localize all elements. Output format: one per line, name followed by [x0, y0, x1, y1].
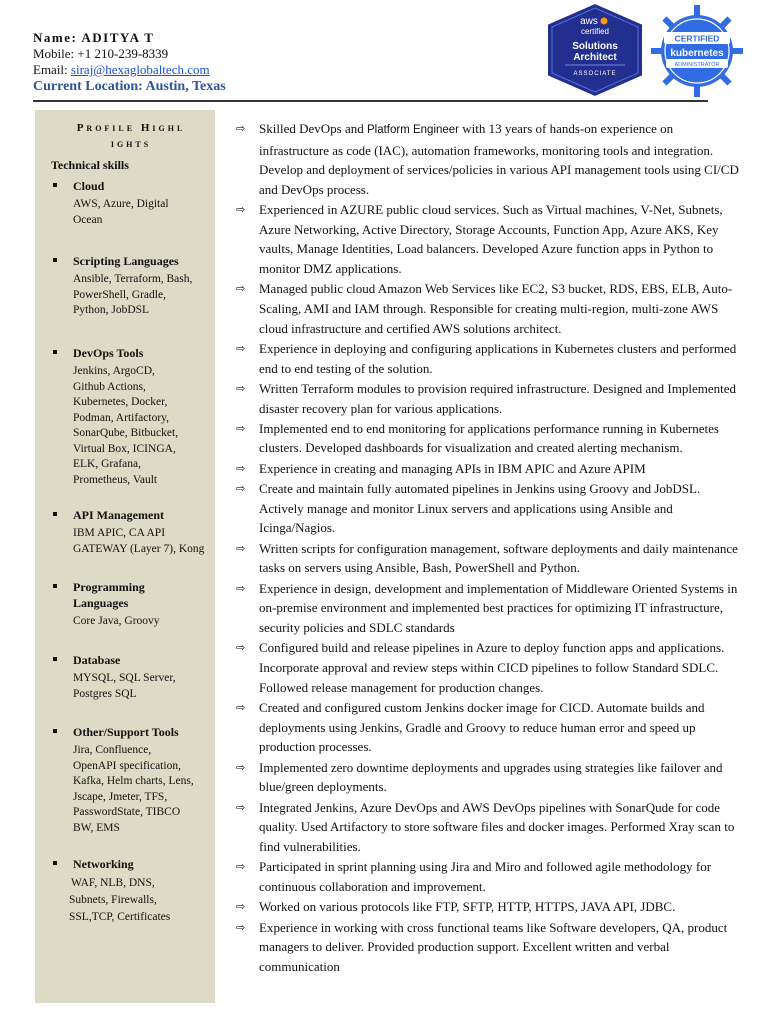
summary-bullet: [236, 758, 746, 797]
skill-item: ELK, Grafana,: [73, 458, 142, 470]
arrow-bullet-icon: ⇨: [236, 760, 246, 774]
technical-skills-heading: Technical skills: [51, 158, 129, 172]
skill-category-other-tools: [51, 724, 194, 836]
skill-item: GATEWAY (Layer 7), Kong: [73, 542, 205, 555]
arrow-bullet-icon: ⇨: [236, 860, 246, 874]
aws-badge-line2: certified: [580, 27, 610, 36]
arrow-bullet-icon: ⇨: [236, 122, 246, 135]
email-link[interactable]: siraj@hexaglobaltech.com: [70, 62, 210, 77]
skill-item: Jscape, Jmeter, TFS,: [73, 790, 168, 803]
skill-item: Postgres SQL: [73, 687, 137, 700]
summary-bullet: [236, 698, 746, 757]
arrow-bullet-icon: ⇨: [236, 541, 246, 555]
arrow-bullet-icon: ⇨: [236, 381, 246, 395]
skill-item: MYSQL, SQL Server,: [73, 672, 176, 684]
skill-category-title: DevOps Tools: [51, 345, 178, 361]
email-line: [33, 62, 226, 78]
bullet-text: Experience in creating and managing APIs in IBM APIC and Azure APIM: [259, 460, 646, 476]
bullet-text: Experience in working with cross functional teams like Software developers, QA, product managers to deliver. Provided production support. Excellent written and verbal communication: [259, 919, 728, 974]
summary-bullet: [236, 279, 746, 338]
skill-item: Jira, Confluence,: [73, 744, 152, 756]
arrow-bullet-icon: ⇨: [236, 282, 246, 296]
skill-item: PasswordState, TIBCO: [73, 806, 181, 818]
role-text: Platform Engineer: [366, 124, 460, 136]
profile-highlights-sidebar: [35, 110, 215, 1003]
summary-bullet: [236, 339, 746, 378]
skill-category-items: [51, 671, 176, 702]
arrow-bullet-icon: ⇨: [236, 800, 246, 814]
summary-bullet: [236, 918, 746, 977]
bullet-text: Integrated Jenkins, Azure DevOps and AWS DevOps pipelines with SonarQude for code quality. Used Artifactory to store software files and docker images. Performed Xray scan to find vulnerabilities.: [259, 799, 735, 854]
arrow-bullet-icon: ⇨: [236, 920, 246, 934]
skill-item: BW, EMS: [73, 821, 120, 834]
skill-item: AWS, Azure, Digital: [73, 198, 169, 210]
arrow-bullet-icon: ⇨: [236, 641, 246, 655]
k8s-badge-line1: CERTIFIED: [674, 33, 720, 44]
bullet-text: Experience in deploying and configuring applications in Kubernetes clusters and performed end to end testing of the solution.: [259, 340, 737, 376]
skill-item: WAF, NLB, DNS,: [71, 877, 155, 889]
bullet-text: Experience in design, development and implementation of Middleware Oriented Systems in on-premise environment and implemented best practices for optimizing IT infrastructure, security policies and SDLC standards: [259, 580, 738, 636]
arrow-bullet-icon: ⇨: [236, 581, 246, 595]
sidebar-title: [51, 120, 211, 152]
skill-category-items: [51, 743, 194, 836]
skill-item: Kubernetes, Docker,: [73, 396, 168, 408]
skill-item: Core Java, Groovy: [73, 615, 160, 627]
skill-category-title: Scripting Languages: [51, 253, 192, 269]
skill-category-networking: [51, 856, 170, 926]
skill-category-cloud: [51, 178, 169, 228]
aws-badge-line1: aws: [580, 16, 598, 27]
skill-item: Jenkins, ArgoCD,: [73, 365, 155, 377]
summary-bullet: [236, 479, 746, 538]
summary-bullet: [236, 897, 746, 917]
experience-summary: [236, 119, 746, 977]
skill-category-items: [51, 364, 178, 488]
aws-badge-line3: Solutions: [572, 41, 618, 52]
email-label: Email:: [33, 62, 68, 77]
skill-item: PowerShell, Gradle,: [73, 288, 166, 301]
bullet-text: Written scripts for configuration management, software deployments and daily maintenance tasks on servers using Ansible, Bash, PowerShell and Python.: [259, 540, 738, 576]
skill-item: IBM APIC, CA API: [73, 527, 166, 539]
aws-badge-line5: ASSOCIATE: [573, 71, 617, 77]
skill-category-title: Networking: [51, 856, 170, 872]
summary-bullet: [236, 119, 746, 199]
kubernetes-certification-badge-icon: [650, 4, 744, 98]
arrow-bullet-icon: ⇨: [236, 203, 246, 217]
skill-item: Kafka, Helm charts, Lens,: [73, 775, 194, 787]
skill-category-title: Cloud: [51, 178, 169, 194]
skill-category-database: [51, 652, 176, 702]
aws-dot-icon: [601, 18, 608, 25]
bullet-text: Created and configured custom Jenkins docker image for CICD. Automate builds and deployments using Jenkins, Gradle and Groovy to reduce human error and speed up production processes.: [259, 699, 705, 755]
bullet-text: Experienced in AZURE public cloud services. Such as Virtual machines, V-Net, Subnets, Azure Networking, Active Directory, Storage Accounts, Function App, Azure AKS, Key vaults, Manage Identities, Load balancers. Developed Azure function apps in Python to monitor DMZ applications.: [259, 202, 723, 276]
skill-category-items: [51, 197, 169, 228]
skill-category-items: [51, 875, 170, 926]
bullet-text: Create and maintain fully automated pipelines in Jenkins using Groovy and JobDSL. Actively manage and monitor Linux servers and applications using Ansible and Icinga/Nagios.: [259, 481, 701, 536]
bullet-text: Worked on various protocols like FTP, SFTP, HTTP, HTTPS, JAVA API, JDBC.: [259, 899, 676, 915]
skill-category-items: [51, 526, 204, 557]
skill-item: OpenAPI specification,: [73, 759, 181, 772]
summary-bullet: [236, 579, 746, 638]
skill-item: SonarQube, Bitbucket,: [73, 427, 179, 439]
arrow-bullet-icon: ⇨: [236, 461, 246, 475]
skill-category-programming: [51, 579, 183, 630]
arrow-bullet-icon: ⇨: [236, 482, 246, 496]
sidebar-title-line2: ights: [110, 138, 152, 150]
aws-badge-line4: Architect: [573, 52, 617, 63]
mobile-number: Mobile: +1 210-239-8339: [33, 46, 169, 61]
bullet-text: with 13 years of hands-on experience on infrastructure as code (IAC), automation frameworks, monitoring tools and integration. Develop and deployment of services/policies in various API management tools using CI/CD and DevOps process.: [259, 121, 739, 197]
skill-category-items: [51, 272, 192, 319]
skill-item: SSL,TCP, Certificates: [69, 911, 171, 923]
current-location: Current Location: Austin, Texas: [33, 79, 226, 94]
k8s-badge-line3: ADMINISTRATOR: [674, 62, 720, 68]
aws-certification-badge-icon: [543, 2, 647, 98]
arrow-bullet-icon: ⇨: [236, 700, 246, 714]
bullet-text: Written Terraform modules to provision required infrastructure. Designed and Implemented disaster recovery plan for various applications.: [259, 380, 737, 416]
bullet-text: Participated in sprint planning using Jira and Miro and followed agile methodology for continuous collaboration and improvement.: [259, 859, 712, 894]
summary-bullet: [236, 638, 746, 697]
summary-bullet: [236, 200, 746, 278]
skill-category-title: Other/Support Tools: [51, 724, 194, 740]
sidebar-title-line1: Profile Highl: [76, 122, 186, 134]
bullet-text: Implemented end to end monitoring for applications performance running in Kubernetes clusters. Developed dashboards for visualization and created alerting mechanism.: [259, 420, 719, 456]
summary-bullet: [236, 419, 746, 458]
arrow-bullet-icon: ⇨: [236, 341, 246, 355]
summary-bullet: [236, 379, 746, 418]
name-label: Name:: [33, 30, 78, 45]
summary-bullet: [236, 857, 746, 896]
skill-item: Ocean: [73, 213, 103, 226]
bullet-text: Configured build and release pipelines in Azure to deploy function apps and applications. Incorporate approval and review steps within CICD pipelines to follow Standard SDLC. Followed release management for production changes.: [259, 640, 725, 695]
candidate-name: [33, 30, 226, 46]
skill-item: Subnets, Firewalls,: [69, 894, 157, 906]
summary-bullet: [236, 539, 746, 578]
skill-category-title: API Management: [51, 507, 204, 523]
k8s-badge-line2: kubernetes: [670, 48, 724, 59]
skill-item: Github Actions,: [73, 380, 146, 393]
skill-category-title: Database: [51, 652, 176, 668]
summary-bullet: [236, 459, 746, 479]
resume-header: [33, 30, 226, 95]
skill-category-scripting: [51, 253, 192, 319]
bullet-text: Implemented zero downtime deployments and upgrades using strategies like failover and blue/green deployments.: [259, 759, 723, 795]
header-divider: [33, 100, 708, 102]
skill-category-devops: [51, 345, 178, 488]
skill-category-api-management: [51, 507, 204, 557]
skill-category-title: Programming Languages: [51, 579, 183, 611]
bullet-text: Skilled DevOps and: [259, 121, 367, 136]
skill-item: Prometheus, Vault: [73, 473, 158, 486]
arrow-bullet-icon: ⇨: [236, 900, 246, 914]
summary-bullet: [236, 798, 746, 857]
arrow-bullet-icon: ⇨: [236, 421, 246, 435]
name-value: ADITYA T: [81, 30, 155, 45]
skill-item: Virtual Box, ICINGA,: [73, 442, 176, 455]
skill-item: Podman, Artifactory,: [73, 411, 170, 424]
skill-item: Ansible, Terraform, Bash,: [73, 273, 193, 285]
skill-category-items: [51, 614, 183, 630]
bullet-text: Managed public cloud Amazon Web Services like EC2, S3 bucket, RDS, EBS, ELB, Auto-Scaling, AMI and IAM through. Responsible for creating multi-region, multi-zone AWS cloud infrastructure and certified AWS solutions architect.: [259, 281, 733, 336]
skill-item: Python, JobDSL: [73, 304, 150, 316]
